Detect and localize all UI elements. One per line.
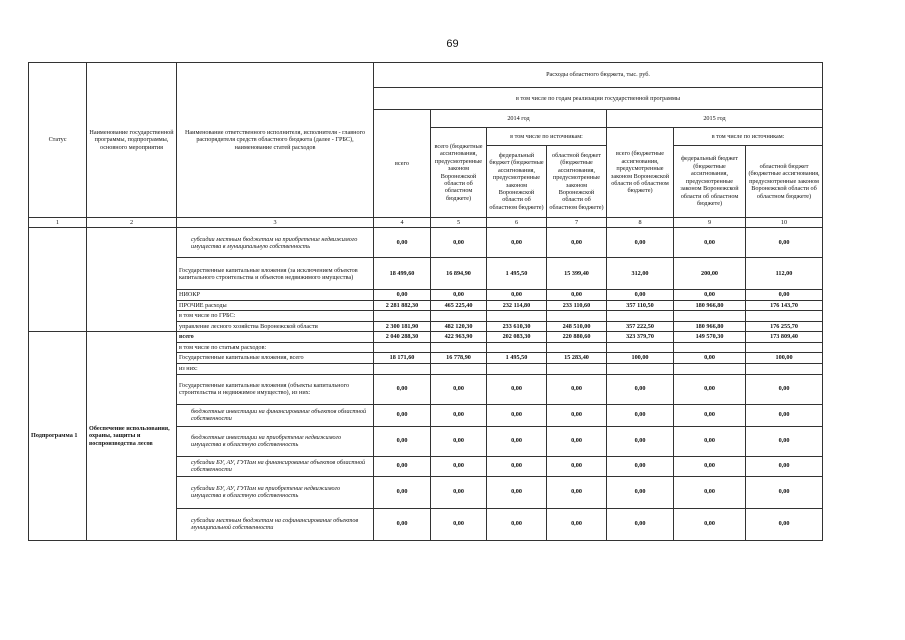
row-label: бюджетные инвестиции на приобретение недвижимого имущества в областную собственность [177, 426, 374, 456]
row-label: Государственные капитальные вложения (объекты капитального строительства и недвижимое имущество), из них: [177, 374, 374, 404]
value-cell: 0,00 [374, 404, 431, 426]
value-cell: 323 379,70 [607, 332, 674, 342]
header-expenses-title: Расходы областного бюджета, тыс. руб. [374, 63, 823, 88]
value-cell: 15 399,40 [547, 258, 607, 290]
row-label: Государственные капитальные вложения (за исключением объектов капитального строительства и объектов недвижимого имущества) [177, 258, 374, 290]
row-label: субсидии БУ, АУ, ГУПам на финансирование объектов областной собственности [177, 456, 374, 476]
value-cell: 0,00 [746, 476, 823, 508]
empty-cell [431, 364, 487, 374]
column-number: 4 [374, 218, 431, 228]
value-cell: 232 114,80 [487, 300, 547, 310]
value-cell: 233 610,30 [487, 321, 547, 331]
status-cell-prev [29, 228, 87, 332]
value-cell: 0,00 [547, 404, 607, 426]
subprogram-name: Обеспечение использования, охраны, защиты и воспроизводства лесов [87, 332, 177, 540]
empty-cell [487, 311, 547, 321]
header-2015-regional: областной бюджет (бюджетные ассигнования, предусмотренные законом Воронежской области об областном бюджете) [746, 146, 823, 218]
value-cell: 100,00 [607, 353, 674, 364]
value-cell: 0,00 [487, 404, 547, 426]
row-label: НИОКР [177, 290, 374, 300]
value-cell: 357 110,50 [607, 300, 674, 310]
value-cell: 0,00 [547, 374, 607, 404]
empty-cell [374, 311, 431, 321]
value-cell: 0,00 [547, 476, 607, 508]
value-cell: 2 300 181,90 [374, 321, 431, 331]
value-cell: 0,00 [374, 508, 431, 540]
value-cell: 0,00 [607, 290, 674, 300]
value-cell: 100,00 [746, 353, 823, 364]
empty-cell [674, 342, 746, 352]
value-cell: 0,00 [431, 456, 487, 476]
value-cell: 0,00 [746, 456, 823, 476]
value-cell: 0,00 [674, 374, 746, 404]
value-cell: 0,00 [431, 228, 487, 258]
value-cell: 0,00 [431, 404, 487, 426]
value-cell: 0,00 [487, 426, 547, 456]
value-cell: 0,00 [487, 374, 547, 404]
row-label: ПРОЧИЕ расходы [177, 300, 374, 310]
value-cell: 0,00 [487, 508, 547, 540]
value-cell: 0,00 [431, 476, 487, 508]
header-2014-total: всего (бюджетные ассигнования, предусмотренные законом Воронежской области об областном бюджете) [431, 128, 487, 218]
value-cell: 0,00 [607, 374, 674, 404]
value-cell: 0,00 [374, 290, 431, 300]
budget-table [28, 62, 823, 541]
empty-cell [547, 364, 607, 374]
value-cell: 15 283,40 [547, 353, 607, 364]
header-by-years: в том числе по годам реализации государственной программы [374, 88, 823, 110]
value-cell: 0,00 [746, 508, 823, 540]
value-cell: 180 966,80 [674, 321, 746, 331]
header-status: Статус [29, 63, 87, 218]
empty-cell [487, 364, 547, 374]
row-label: субсидии местным бюджетам на софинансирование объектов муниципальной собственности [177, 508, 374, 540]
empty-cell [607, 342, 674, 352]
value-cell: 0,00 [607, 404, 674, 426]
empty-cell [674, 311, 746, 321]
header-year-2014: 2014 год [431, 110, 607, 128]
value-cell: 0,00 [547, 456, 607, 476]
header-2015-federal: федеральный бюджет (бюджетные ассигнования, предусмотренные законом Воронежской области об областном бюджете) [674, 146, 746, 218]
subprogram-status: Подпрограмма 1 [29, 332, 87, 540]
value-cell: 2 040 288,30 [374, 332, 431, 342]
value-cell: 482 120,30 [431, 321, 487, 331]
value-cell: 0,00 [431, 426, 487, 456]
value-cell: 0,00 [674, 426, 746, 456]
value-cell: 0,00 [487, 476, 547, 508]
page-number: 69 [446, 38, 459, 50]
value-cell: 0,00 [674, 290, 746, 300]
value-cell: 0,00 [607, 228, 674, 258]
row-label: бюджетные инвестиции на финансирование объектов областной собственности [177, 404, 374, 426]
value-cell: 422 963,90 [431, 332, 487, 342]
row-label: из них: [177, 364, 374, 374]
value-cell: 0,00 [746, 374, 823, 404]
value-cell: 0,00 [487, 456, 547, 476]
value-cell: 176 143,70 [746, 300, 823, 310]
column-number: 9 [674, 218, 746, 228]
column-number: 10 [746, 218, 823, 228]
value-cell: 312,00 [607, 258, 674, 290]
empty-cell [607, 311, 674, 321]
empty-cell [431, 311, 487, 321]
value-cell: 0,00 [431, 290, 487, 300]
empty-cell [431, 342, 487, 352]
value-cell: 16 778,90 [431, 353, 487, 364]
value-cell: 0,00 [607, 508, 674, 540]
value-cell: 200,00 [674, 258, 746, 290]
value-cell: 1 495,50 [487, 258, 547, 290]
empty-cell [547, 311, 607, 321]
row-label: Государственные капитальные вложения, всего [177, 353, 374, 364]
value-cell: 0,00 [746, 404, 823, 426]
value-cell: 16 894,90 [431, 258, 487, 290]
value-cell: 0,00 [674, 476, 746, 508]
value-cell: 0,00 [674, 228, 746, 258]
header-total: всего [374, 110, 431, 218]
value-cell: 0,00 [746, 290, 823, 300]
value-cell: 0,00 [746, 228, 823, 258]
value-cell: 0,00 [431, 508, 487, 540]
value-cell: 0,00 [374, 374, 431, 404]
header-2015-by-sources: в том числе по источникам: [674, 128, 823, 146]
row-label: субсидии БУ, АУ, ГУПам на приобретение недвижимого имущества в областную собственность [177, 476, 374, 508]
header-executor-name: Наименование ответственного исполнителя, исполнителя - главного распорядителя средств областного бюджета (далее - ГРБС), наименование статей расходов [177, 63, 374, 218]
value-cell: 202 083,30 [487, 332, 547, 342]
value-cell: 248 510,00 [547, 321, 607, 331]
value-cell: 0,00 [487, 228, 547, 258]
value-cell: 0,00 [674, 456, 746, 476]
value-cell: 176 255,70 [746, 321, 823, 331]
value-cell: 180 966,80 [674, 300, 746, 310]
value-cell: 0,00 [374, 476, 431, 508]
value-cell: 2 281 882,30 [374, 300, 431, 310]
empty-cell [746, 311, 823, 321]
row-label: субсидии местным бюджетам на приобретение недвижимого имущества в муниципальную собственность [177, 228, 374, 258]
value-cell: 0,00 [674, 353, 746, 364]
column-number: 6 [487, 218, 547, 228]
empty-cell [547, 342, 607, 352]
value-cell: 233 110,60 [547, 300, 607, 310]
value-cell: 0,00 [607, 456, 674, 476]
value-cell: 18 171,60 [374, 353, 431, 364]
column-number: 8 [607, 218, 674, 228]
empty-cell [607, 364, 674, 374]
value-cell: 0,00 [431, 374, 487, 404]
column-number: 3 [177, 218, 374, 228]
value-cell: 149 570,30 [674, 332, 746, 342]
header-2015-total: всего (бюджетные ассигнования, предусмотренные законом Воронежской области об областном бюджете) [607, 128, 674, 218]
empty-cell [674, 364, 746, 374]
header-2014-federal: федеральный бюджет (бюджетные ассигнования, предусмотренные законом Воронежской области об областном бюджете) [487, 146, 547, 218]
column-number: 7 [547, 218, 607, 228]
row-label: в том числе по ГРБС: [177, 311, 374, 321]
column-number: 5 [431, 218, 487, 228]
value-cell: 0,00 [746, 426, 823, 456]
header-2014-by-sources: в том числе по источникам: [487, 128, 607, 146]
row-label: в том числе по статьям расходов: [177, 342, 374, 352]
value-cell: 173 809,40 [746, 332, 823, 342]
value-cell: 0,00 [374, 426, 431, 456]
value-cell: 465 225,40 [431, 300, 487, 310]
value-cell: 18 499,60 [374, 258, 431, 290]
row-label: управление лесного хозяйства Воронежской области [177, 321, 374, 331]
value-cell: 0,00 [607, 426, 674, 456]
value-cell: 1 495,50 [487, 353, 547, 364]
column-number: 1 [29, 218, 87, 228]
value-cell: 0,00 [374, 456, 431, 476]
value-cell: 0,00 [547, 508, 607, 540]
header-2014-regional: областной бюджет (бюджетные ассигнования, предусмотренные законом Воронежской области об областном бюджете) [547, 146, 607, 218]
value-cell: 0,00 [607, 476, 674, 508]
value-cell: 112,00 [746, 258, 823, 290]
empty-cell [374, 342, 431, 352]
empty-cell [487, 342, 547, 352]
value-cell: 0,00 [374, 228, 431, 258]
empty-cell [746, 364, 823, 374]
name-cell-prev [87, 228, 177, 332]
value-cell: 0,00 [487, 290, 547, 300]
value-cell: 220 880,60 [547, 332, 607, 342]
empty-cell [374, 364, 431, 374]
value-cell: 0,00 [674, 404, 746, 426]
value-cell: 0,00 [674, 508, 746, 540]
value-cell: 0,00 [547, 426, 607, 456]
column-number: 2 [87, 218, 177, 228]
row-label: всего [177, 332, 374, 342]
header-year-2015: 2015 год [607, 110, 823, 128]
value-cell: 0,00 [547, 290, 607, 300]
empty-cell [746, 342, 823, 352]
value-cell: 357 222,50 [607, 321, 674, 331]
header-program-name: Наименование государственной программы, подпрограммы, основного мероприятия [87, 63, 177, 218]
value-cell: 0,00 [547, 228, 607, 258]
